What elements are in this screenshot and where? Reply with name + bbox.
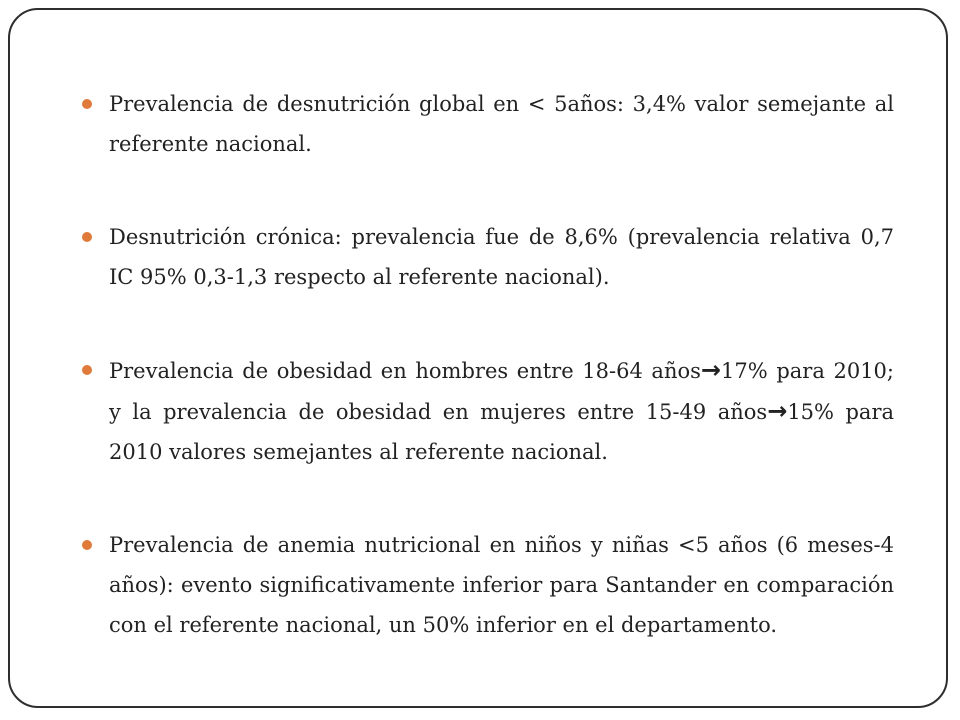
bullet-item-anemia <box>82 525 894 645</box>
bullet-list <box>82 84 894 645</box>
bullet-text-part: 17% para 2010; y la prevalencia de obesidad en mujeres entre 15-49 años <box>109 359 894 424</box>
bullet-text: Prevalencia de anemia nutricional en niños y niñas <5 años (6 meses-4 años): evento significativamente inferior para Santander en comparación con el referente nacional, un 50% inferior en el departamento. <box>109 533 894 637</box>
arrow-right-icon: → <box>767 397 788 425</box>
slide-frame <box>8 8 948 708</box>
bullet-text: Desnutrición crónica: prevalencia fue de 8,6% (prevalencia relativa 0,7 IC 95% 0,3-1,3 respecto al referente nacional). <box>109 225 894 289</box>
bullet-text-part: 15% para 2010 valores semejantes al referente nacional. <box>109 400 895 464</box>
bullet-dot-icon <box>82 99 92 109</box>
bullet-item-obesity <box>82 350 894 472</box>
bullet-text-part: Prevalencia de obesidad en hombres entre 18-64 años <box>109 359 701 383</box>
bullet-text: Prevalencia de desnutrición global en < 5años: 3,4% valor semejante al referente nacional. <box>109 92 894 156</box>
bullet-dot-icon <box>82 540 92 550</box>
bullet-dot-icon <box>82 232 92 242</box>
bullet-item-chronic-malnutrition <box>82 217 894 297</box>
bullet-item-global-malnutrition <box>82 84 894 164</box>
bullet-dot-icon <box>82 365 92 375</box>
arrow-right-icon: → <box>700 356 722 384</box>
